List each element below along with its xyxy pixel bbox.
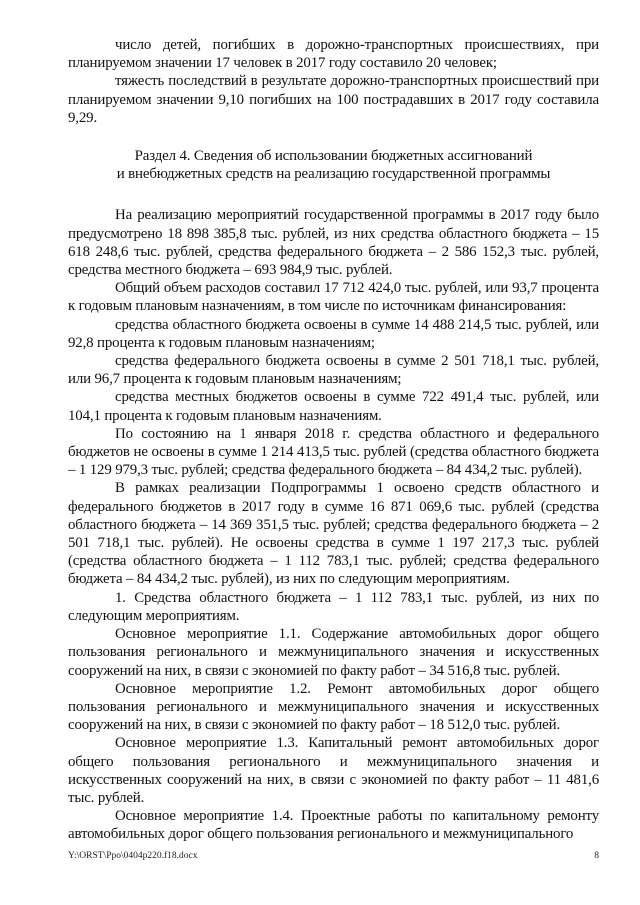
paragraph: число детей, погибших в дорожно-транспортных происшествиях, при планируемом значении 17 человек в 2017 году составило 20 человек;	[68, 37, 599, 72]
paragraph: 1. Средства областного бюджета – 1 112 783,1 тыс. рублей, из них по следующим мероприятиям.	[68, 589, 599, 624]
section-heading-line: Раздел 4. Сведения об использовании бюджетных ассигнований	[134, 148, 533, 165]
document-body	[68, 36, 599, 844]
paragraph: По состоянию на 1 января 2018 г. средства областного и федерального бюджетов не освоены в сумме 1 214 413,5 тыс. рублей (средства областного бюджета – 1 129 979,3 тыс. рублей; средства федерального бюджета – 84 434,2 тыс. рублей).	[68, 425, 599, 479]
paragraph: средства федерального бюджета освоены в сумме 2 501 718,1 тыс. рублей, или 96,7 процента к годовым плановым назначениям;	[68, 353, 599, 388]
paragraph: тяжесть последствий в результате дорожно-транспортных происшествий при планируемом значении 9,10 погибших на 100 пострадавших в 2017 году составила 9,29.	[68, 73, 599, 126]
paragraph: Основное мероприятие 1.3. Капитальный ремонт автомобильных дорог общего пользования регионального и межмуниципального значения и искусственных сооружений на них, в связи с экономией по факту работ – 11 481,6 тыс. рублей.	[68, 735, 599, 806]
paragraph: средства местных бюджетов освоены в сумме 722 491,4 тыс. рублей, или 104,1 процента к годовым плановым назначениям.	[68, 389, 599, 424]
section-heading	[68, 147, 599, 183]
paragraph: средства областного бюджета освоены в сумме 14 488 214,5 тыс. рублей, или 92,8 процента к годовым плановым назначениям;	[68, 316, 599, 351]
paragraph: Основное мероприятие 1.4. Проектные работы по капитальному ремонту автомобильных дорог общего пользования регионального и межмуниципального	[68, 808, 599, 843]
page-number: 8	[594, 851, 599, 861]
paragraph: Основное мероприятие 1.1. Содержание автомобильных дорог общего пользования регионального и межмуниципального значения и искусственных сооружений на них, в связи с экономией по факту работ – 34 516,8 тыс. рублей.	[68, 626, 599, 679]
file-path: Y:\ORST\Ppo\0404p220.f18.docx	[68, 851, 198, 861]
paragraph: На реализацию мероприятий государственной программы в 2017 году было предусмотрено 18 898 385,8 тыс. рублей, из них средства областного бюджета – 15 618 248,6 тыс. рублей, средства федерального бюджета – 2 586 152,3 тыс. рублей, средства местного бюджета – 693 984,9 тыс. рублей.	[68, 207, 599, 279]
paragraph: Общий объем расходов составил 17 712 424,0 тыс. рублей, или 93,7 процента к годовым плановым назначениям, в том числе по источникам финансирования:	[68, 280, 599, 315]
section-heading-line: и внебюджетных средств на реализацию государственной программы	[116, 166, 551, 183]
paragraph: Основное мероприятие 1.2. Ремонт автомобильных дорог общего пользования регионального и межмуниципального значения и искусственных сооружений на них, в связи с экономией по факту работ – 18 512,0 тыс. рублей.	[68, 680, 599, 734]
paragraph: В рамках реализации Подпрограммы 1 освоено средств областного и федерального бюджетов в 2017 году в сумме 16 871 069,6 тыс. рублей (средства областного бюджета – 14 369 351,5 тыс. рублей; средства федерального бюджета – 2 501 718,1 тыс. рублей). Не освоены средства в сумме 1 197 217,3 тыс. рублей (средства областного бюджета – 1 112 783,1 тыс. рублей; средства федерального бюджета – 84 434,2 тыс. рублей), из них по следующим мероприятиям.	[68, 480, 599, 588]
